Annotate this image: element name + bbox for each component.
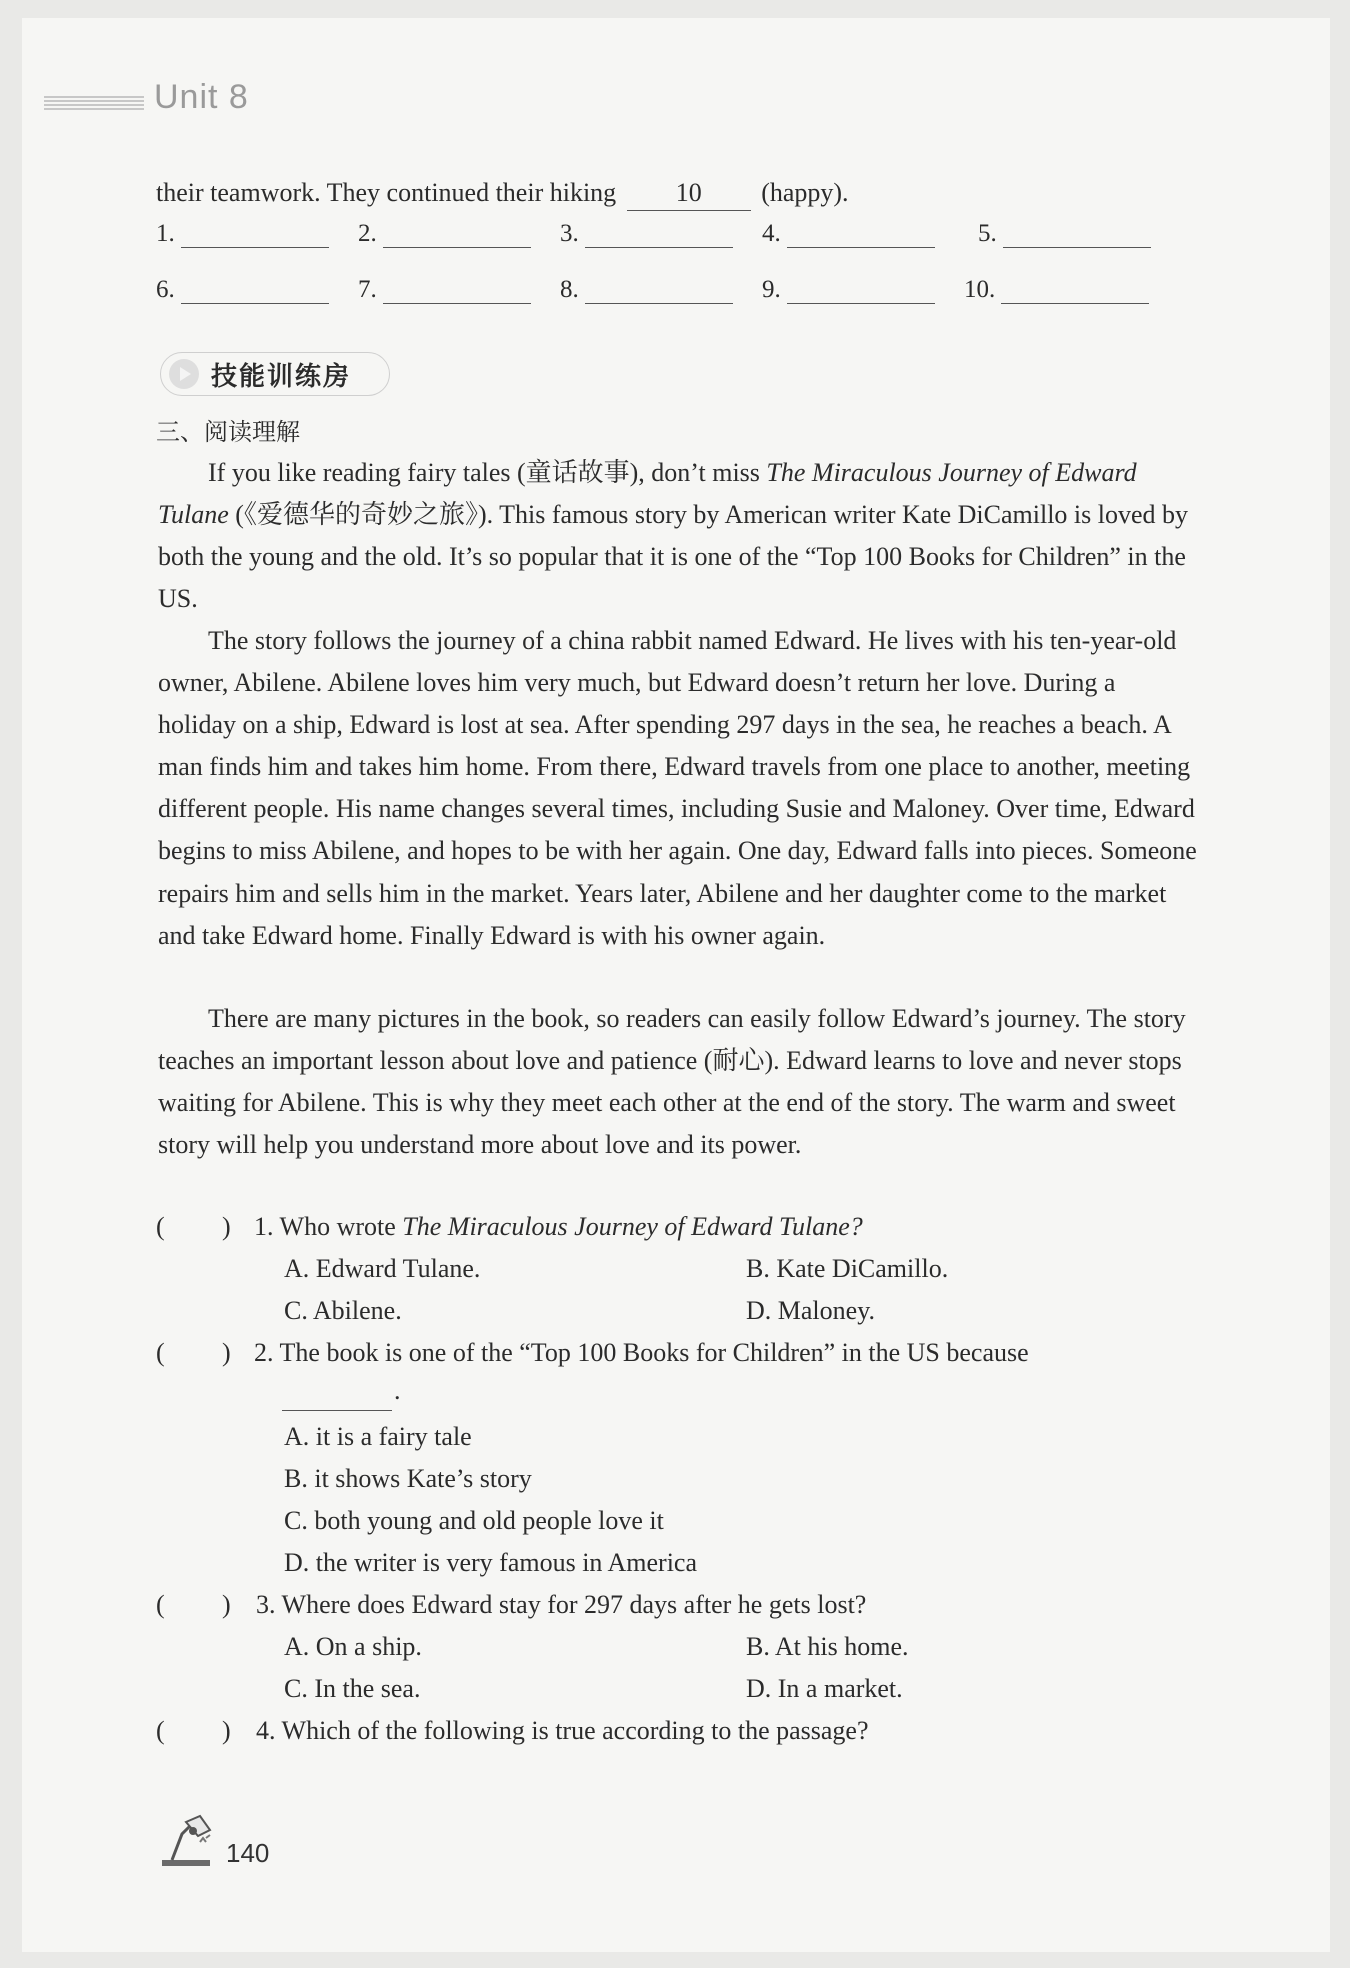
blank-9[interactable] bbox=[762, 276, 935, 304]
blank-label: 7. bbox=[358, 276, 377, 303]
blank-line[interactable] bbox=[787, 221, 935, 248]
question-2: 2. The book is one of the “Top 100 Books for Children” in the US because bbox=[254, 1338, 1029, 1367]
blank-7[interactable] bbox=[358, 276, 531, 304]
q3-option-d[interactable]: D. In a market. bbox=[746, 1674, 903, 1703]
blank-label: 3. bbox=[560, 220, 579, 247]
answer-paren-close[interactable]: ) bbox=[222, 1212, 231, 1241]
q2-option-d[interactable]: D. the writer is very famous in America bbox=[284, 1548, 697, 1577]
answer-paren-open[interactable]: ( bbox=[156, 1338, 165, 1367]
blank-label: 10. bbox=[964, 276, 996, 303]
blank-line[interactable] bbox=[585, 221, 733, 248]
blank-label: 4. bbox=[762, 220, 781, 247]
q1-option-a[interactable]: A. Edward Tulane. bbox=[284, 1254, 481, 1283]
unit-title: Unit 8 bbox=[154, 78, 249, 116]
passage-paragraph-3: There are many pictures in the book, so readers can easily follow Edward’s journey. The story teaches an important lesson about love and patience (耐心). Edward learns to love and never stops waiting for Abilene. This is why they meet each other at the end of the story. The warm and sweet story will help you understand more about love and its power. bbox=[158, 1004, 1186, 1160]
q3-option-c[interactable]: C. In the sea. bbox=[284, 1674, 421, 1703]
play-icon bbox=[169, 359, 199, 389]
question-2-blank[interactable] bbox=[282, 1386, 392, 1411]
blank-1[interactable] bbox=[156, 220, 329, 248]
section-badge bbox=[160, 352, 390, 396]
passage-text: If you like reading fairy tales (童话故事), don’t miss bbox=[208, 458, 767, 487]
blank-6[interactable] bbox=[156, 276, 329, 304]
cloze-hint: (happy). bbox=[761, 178, 849, 207]
q2-option-a[interactable]: A. it is a fairy tale bbox=[284, 1422, 472, 1451]
answer-row-2 bbox=[156, 276, 1156, 310]
question-3: 3. Where does Edward stay for 297 days after he gets lost? bbox=[256, 1590, 867, 1619]
q1-option-c[interactable]: C. Abilene. bbox=[284, 1296, 402, 1325]
desk-lamp-icon bbox=[160, 1812, 216, 1868]
cloze-tail bbox=[156, 172, 849, 214]
question-1 bbox=[254, 1212, 863, 1242]
book-title: The Miraculous Journey of Edward Tulane bbox=[158, 458, 1137, 530]
blank-line[interactable] bbox=[1003, 221, 1151, 248]
cloze-tail-text: their teamwork. They continued their hiking bbox=[156, 178, 617, 207]
q2-option-c[interactable]: C. both young and old people love it bbox=[284, 1506, 664, 1535]
blank-8[interactable] bbox=[560, 276, 733, 304]
blank-3[interactable] bbox=[560, 220, 733, 248]
passage-text: (《爱德华的奇妙之旅》). This famous story by American writer Kate DiCamillo is loved by both the young and the old. It’s so popular that it is one of the “Top 100 Books for Children” in the US. bbox=[158, 500, 1189, 614]
blank-line[interactable] bbox=[1001, 277, 1149, 304]
question-2-period: . bbox=[394, 1376, 401, 1405]
header-decoration bbox=[44, 96, 144, 110]
answer-paren-open[interactable]: ( bbox=[156, 1716, 165, 1745]
exercise-heading: 三、阅读理解 bbox=[156, 418, 300, 446]
passage-paragraph-1 bbox=[158, 452, 1198, 620]
blank-label: 1. bbox=[156, 220, 175, 247]
blank-line[interactable] bbox=[181, 277, 329, 304]
blank-line[interactable] bbox=[181, 221, 329, 248]
blank-line[interactable] bbox=[383, 221, 531, 248]
q3-option-b[interactable]: B. At his home. bbox=[746, 1632, 909, 1661]
blank-line[interactable] bbox=[383, 277, 531, 304]
blank-line[interactable] bbox=[787, 277, 935, 304]
section-title: 技能训练房 bbox=[211, 362, 352, 392]
q1-option-d[interactable]: D. Maloney. bbox=[746, 1296, 876, 1325]
blank-label: 9. bbox=[762, 276, 781, 303]
blank-4[interactable] bbox=[762, 220, 935, 248]
answer-paren-close[interactable]: ) bbox=[222, 1590, 231, 1619]
passage-paragraph-2: The story follows the journey of a china rabbit named Edward. He lives with his ten-year-old owner, Abilene. Abilene loves him very much, but Edward doesn’t return her love. During a holiday on a ship, Edward is lost at sea. After spending 297 days in the sea, he reaches a beach. A man finds him and takes him home. From there, Edward travels from one place to another, meeting different people. His name changes several times, including Susie and Maloney. Over time, Edward begins to miss Abilene, and hopes to be with her again. One day, Edward falls into pieces. Someone repairs him and sells him in the market. Years later, Abilene and her daughter come to the market and take Edward home. Finally Edward is with his owner again. bbox=[158, 626, 1197, 950]
answer-paren-open[interactable]: ( bbox=[156, 1590, 165, 1619]
answer-row-1 bbox=[156, 220, 1156, 254]
answer-paren-open[interactable]: ( bbox=[156, 1212, 165, 1241]
page-number: 140 bbox=[226, 1838, 270, 1868]
question-4: 4. Which of the following is true according to the passage? bbox=[256, 1716, 869, 1745]
blank-line[interactable] bbox=[585, 277, 733, 304]
answer-paren-close[interactable]: ) bbox=[222, 1716, 231, 1745]
blank-2[interactable] bbox=[358, 220, 531, 248]
blank-label: 5. bbox=[978, 220, 997, 247]
blank-5[interactable] bbox=[978, 220, 1151, 248]
q1-option-b[interactable]: B. Kate DiCamillo. bbox=[746, 1254, 949, 1283]
blank-label: 8. bbox=[560, 276, 579, 303]
blank-10[interactable] bbox=[964, 276, 1149, 304]
blank-label: 2. bbox=[358, 220, 377, 247]
q3-option-a[interactable]: A. On a ship. bbox=[284, 1632, 422, 1661]
blank-label: 6. bbox=[156, 276, 175, 303]
question-stem: 1. Who wrote bbox=[254, 1212, 403, 1241]
book-title: The Miraculous Journey of Edward Tulane? bbox=[402, 1212, 863, 1241]
answer-paren-close[interactable]: ) bbox=[222, 1338, 231, 1367]
cloze-answer-10: 10 bbox=[627, 176, 751, 211]
q2-option-b[interactable]: B. it shows Kate’s story bbox=[284, 1464, 532, 1493]
